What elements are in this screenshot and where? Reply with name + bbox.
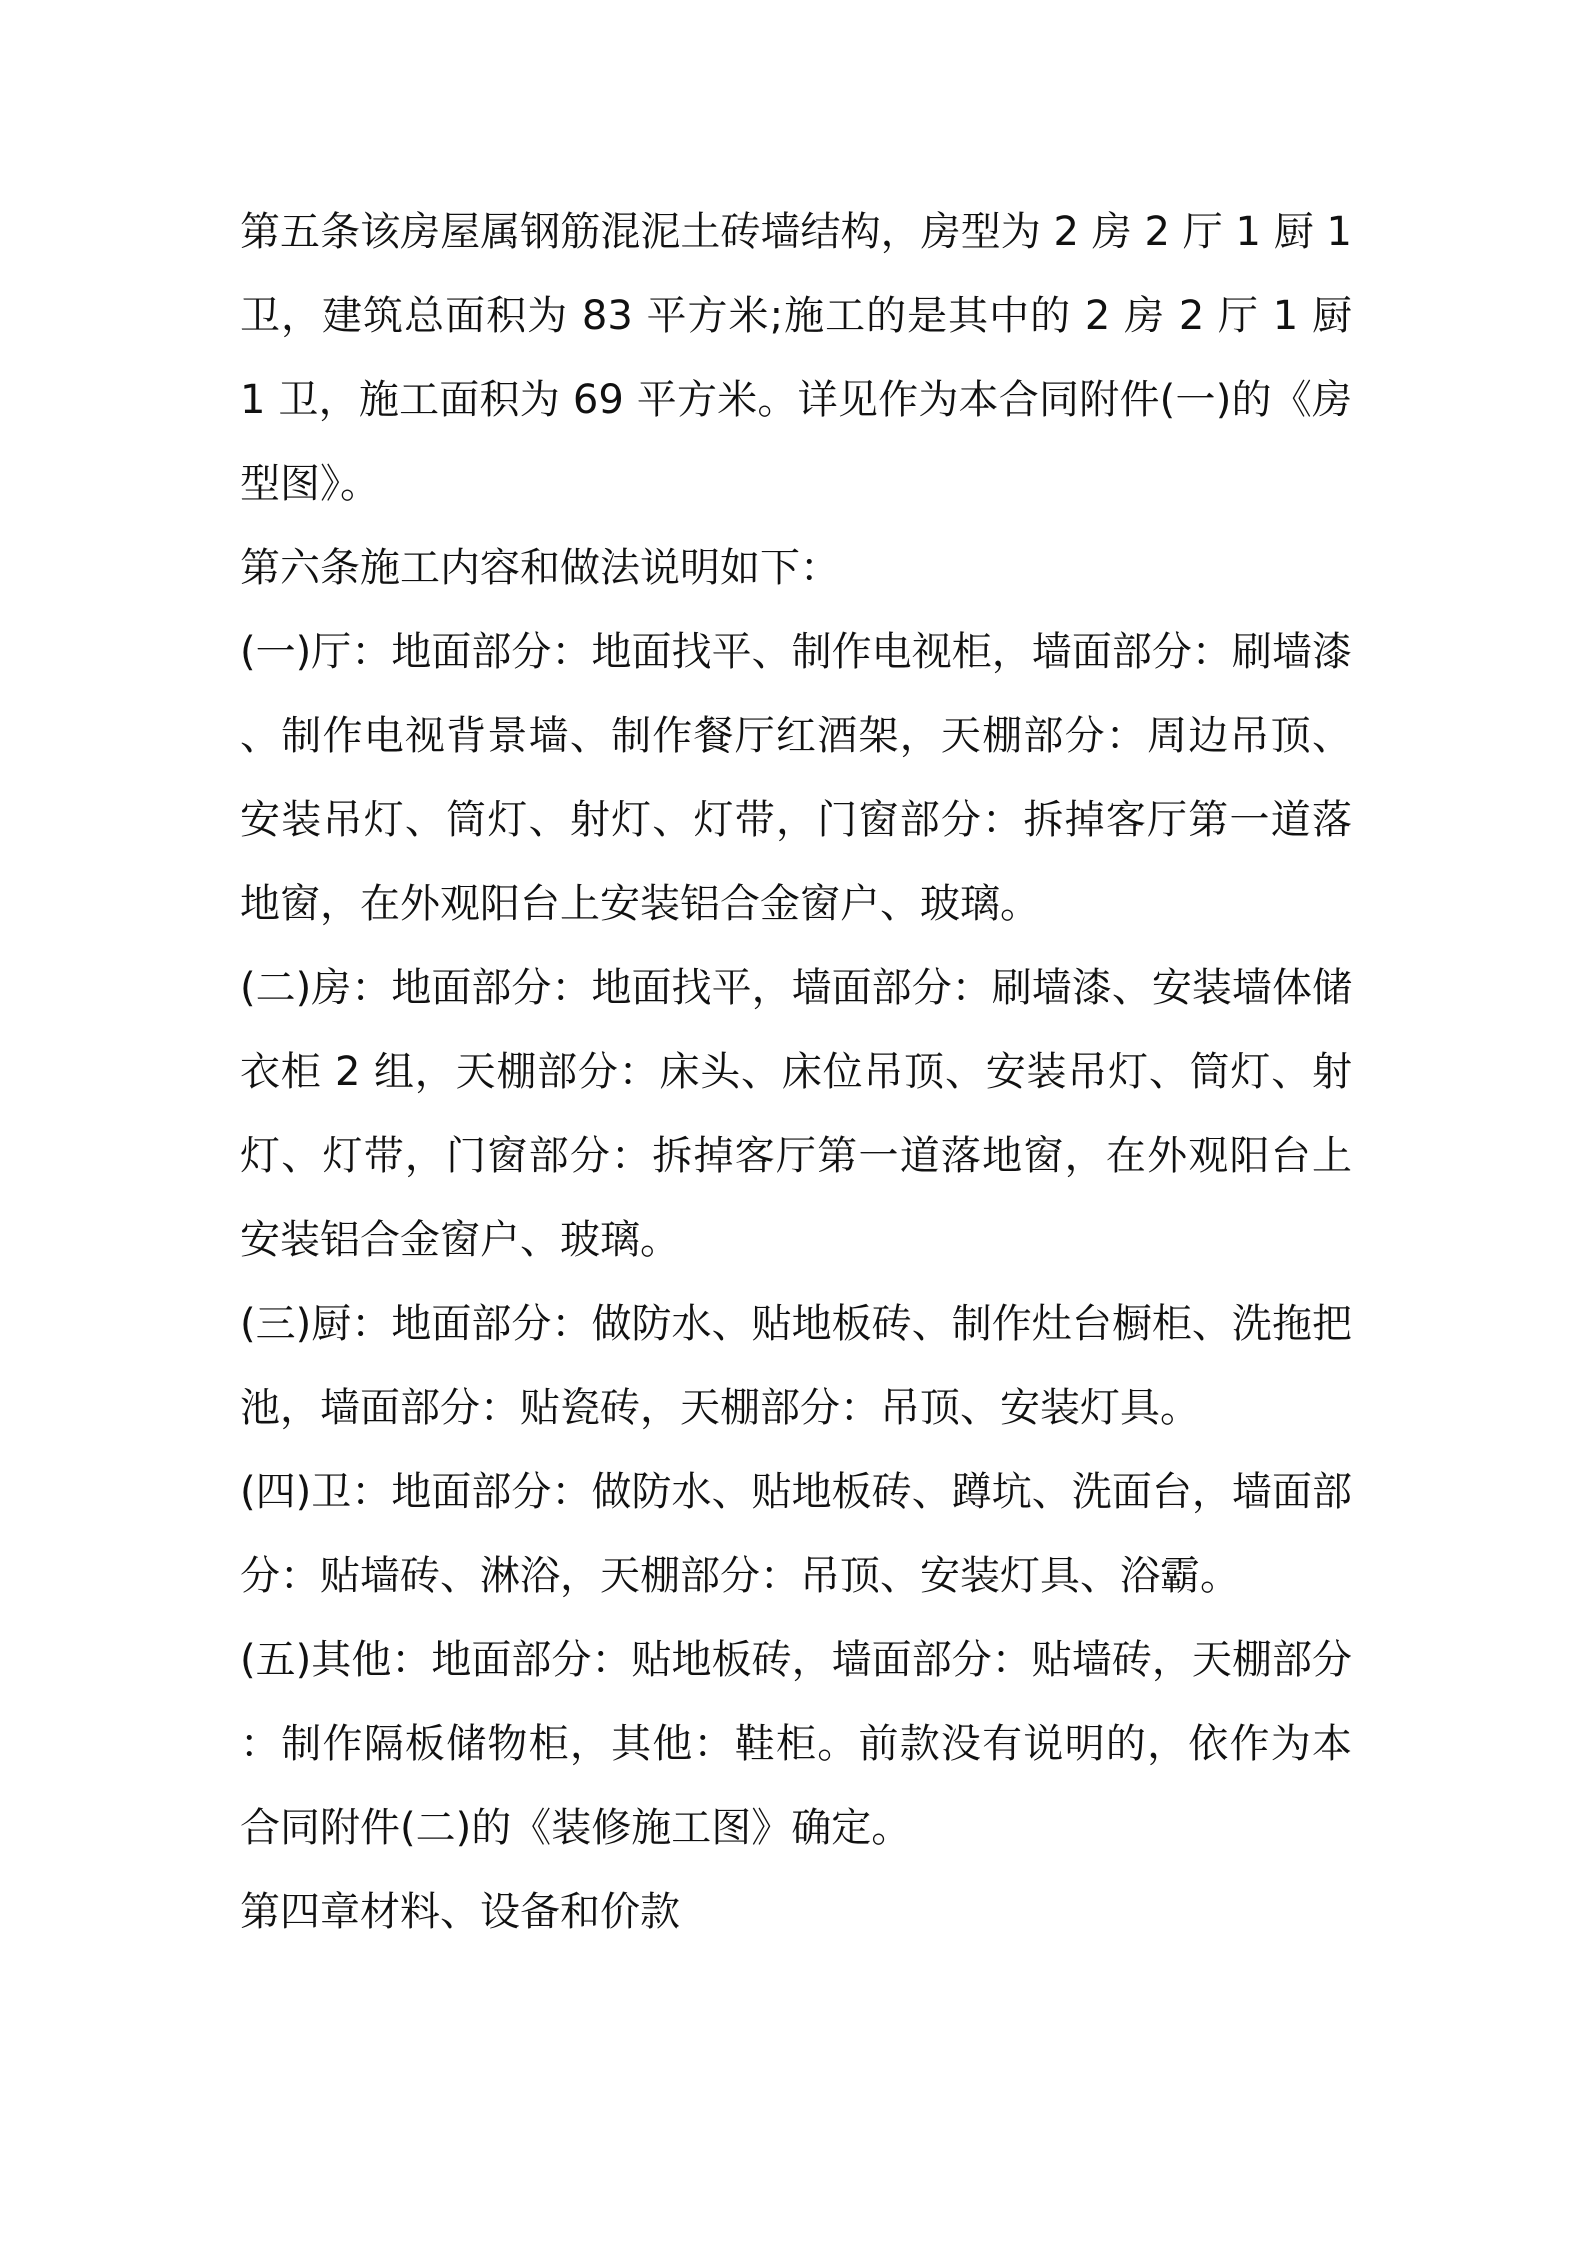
article-5-paragraph: 第五条该房屋属钢筋混泥土砖墙结构，房型为 2 房 2 厅 1 厨 1 卫，建筑总面积为 83 平方米;施工的是其中的 2 房 2 厅 1 厨 1 卫，施工面积为 69 平方米。详见作为本合同附件(一)的《房型图》。	[240, 209, 1352, 507]
item-living-room: (一)厅：地面部分：地面找平、制作电视柜，墙面部分：刷墙漆、制作电视背景墙、制作餐厅红酒架，天棚部分：周边吊顶、安装吊灯、筒灯、射灯、灯带，门窗部分：拆掉客厅第一道落地窗，在外观阳台上安装铝合金窗户、玻璃。	[240, 629, 1352, 927]
item-other: (五)其他：地面部分：贴地板砖，墙面部分：贴墙砖，天棚部分：制作隔板储物柜，其他：鞋柜。前款没有说明的，依作为本合同附件(二)的《装修施工图》确定。	[240, 1637, 1352, 1851]
item-bedroom: (二)房：地面部分：地面找平，墙面部分：刷墙漆、安装墙体储衣柜 2 组，天棚部分：床头、床位吊顶、安装吊灯、筒灯、射灯、灯带，门窗部分：拆掉客厅第一道落地窗，在外观阳台上安装铝合金窗户、玻璃。	[240, 965, 1352, 1263]
chapter-4-heading: 第四章材料、设备和价款	[240, 1889, 680, 1935]
article-6-heading: 第六条施工内容和做法说明如下：	[240, 545, 840, 591]
item-bathroom: (四)卫：地面部分：做防水、贴地板砖、蹲坑、洗面台，墙面部分：贴墙砖、淋浴，天棚部分：吊顶、安装灯具、浴霸。	[240, 1469, 1352, 1599]
document-body	[240, 190, 1352, 1954]
item-kitchen: (三)厨：地面部分：做防水、贴地板砖、制作灶台橱柜、洗拖把池，墙面部分：贴瓷砖，天棚部分：吊顶、安装灯具。	[240, 1301, 1352, 1431]
